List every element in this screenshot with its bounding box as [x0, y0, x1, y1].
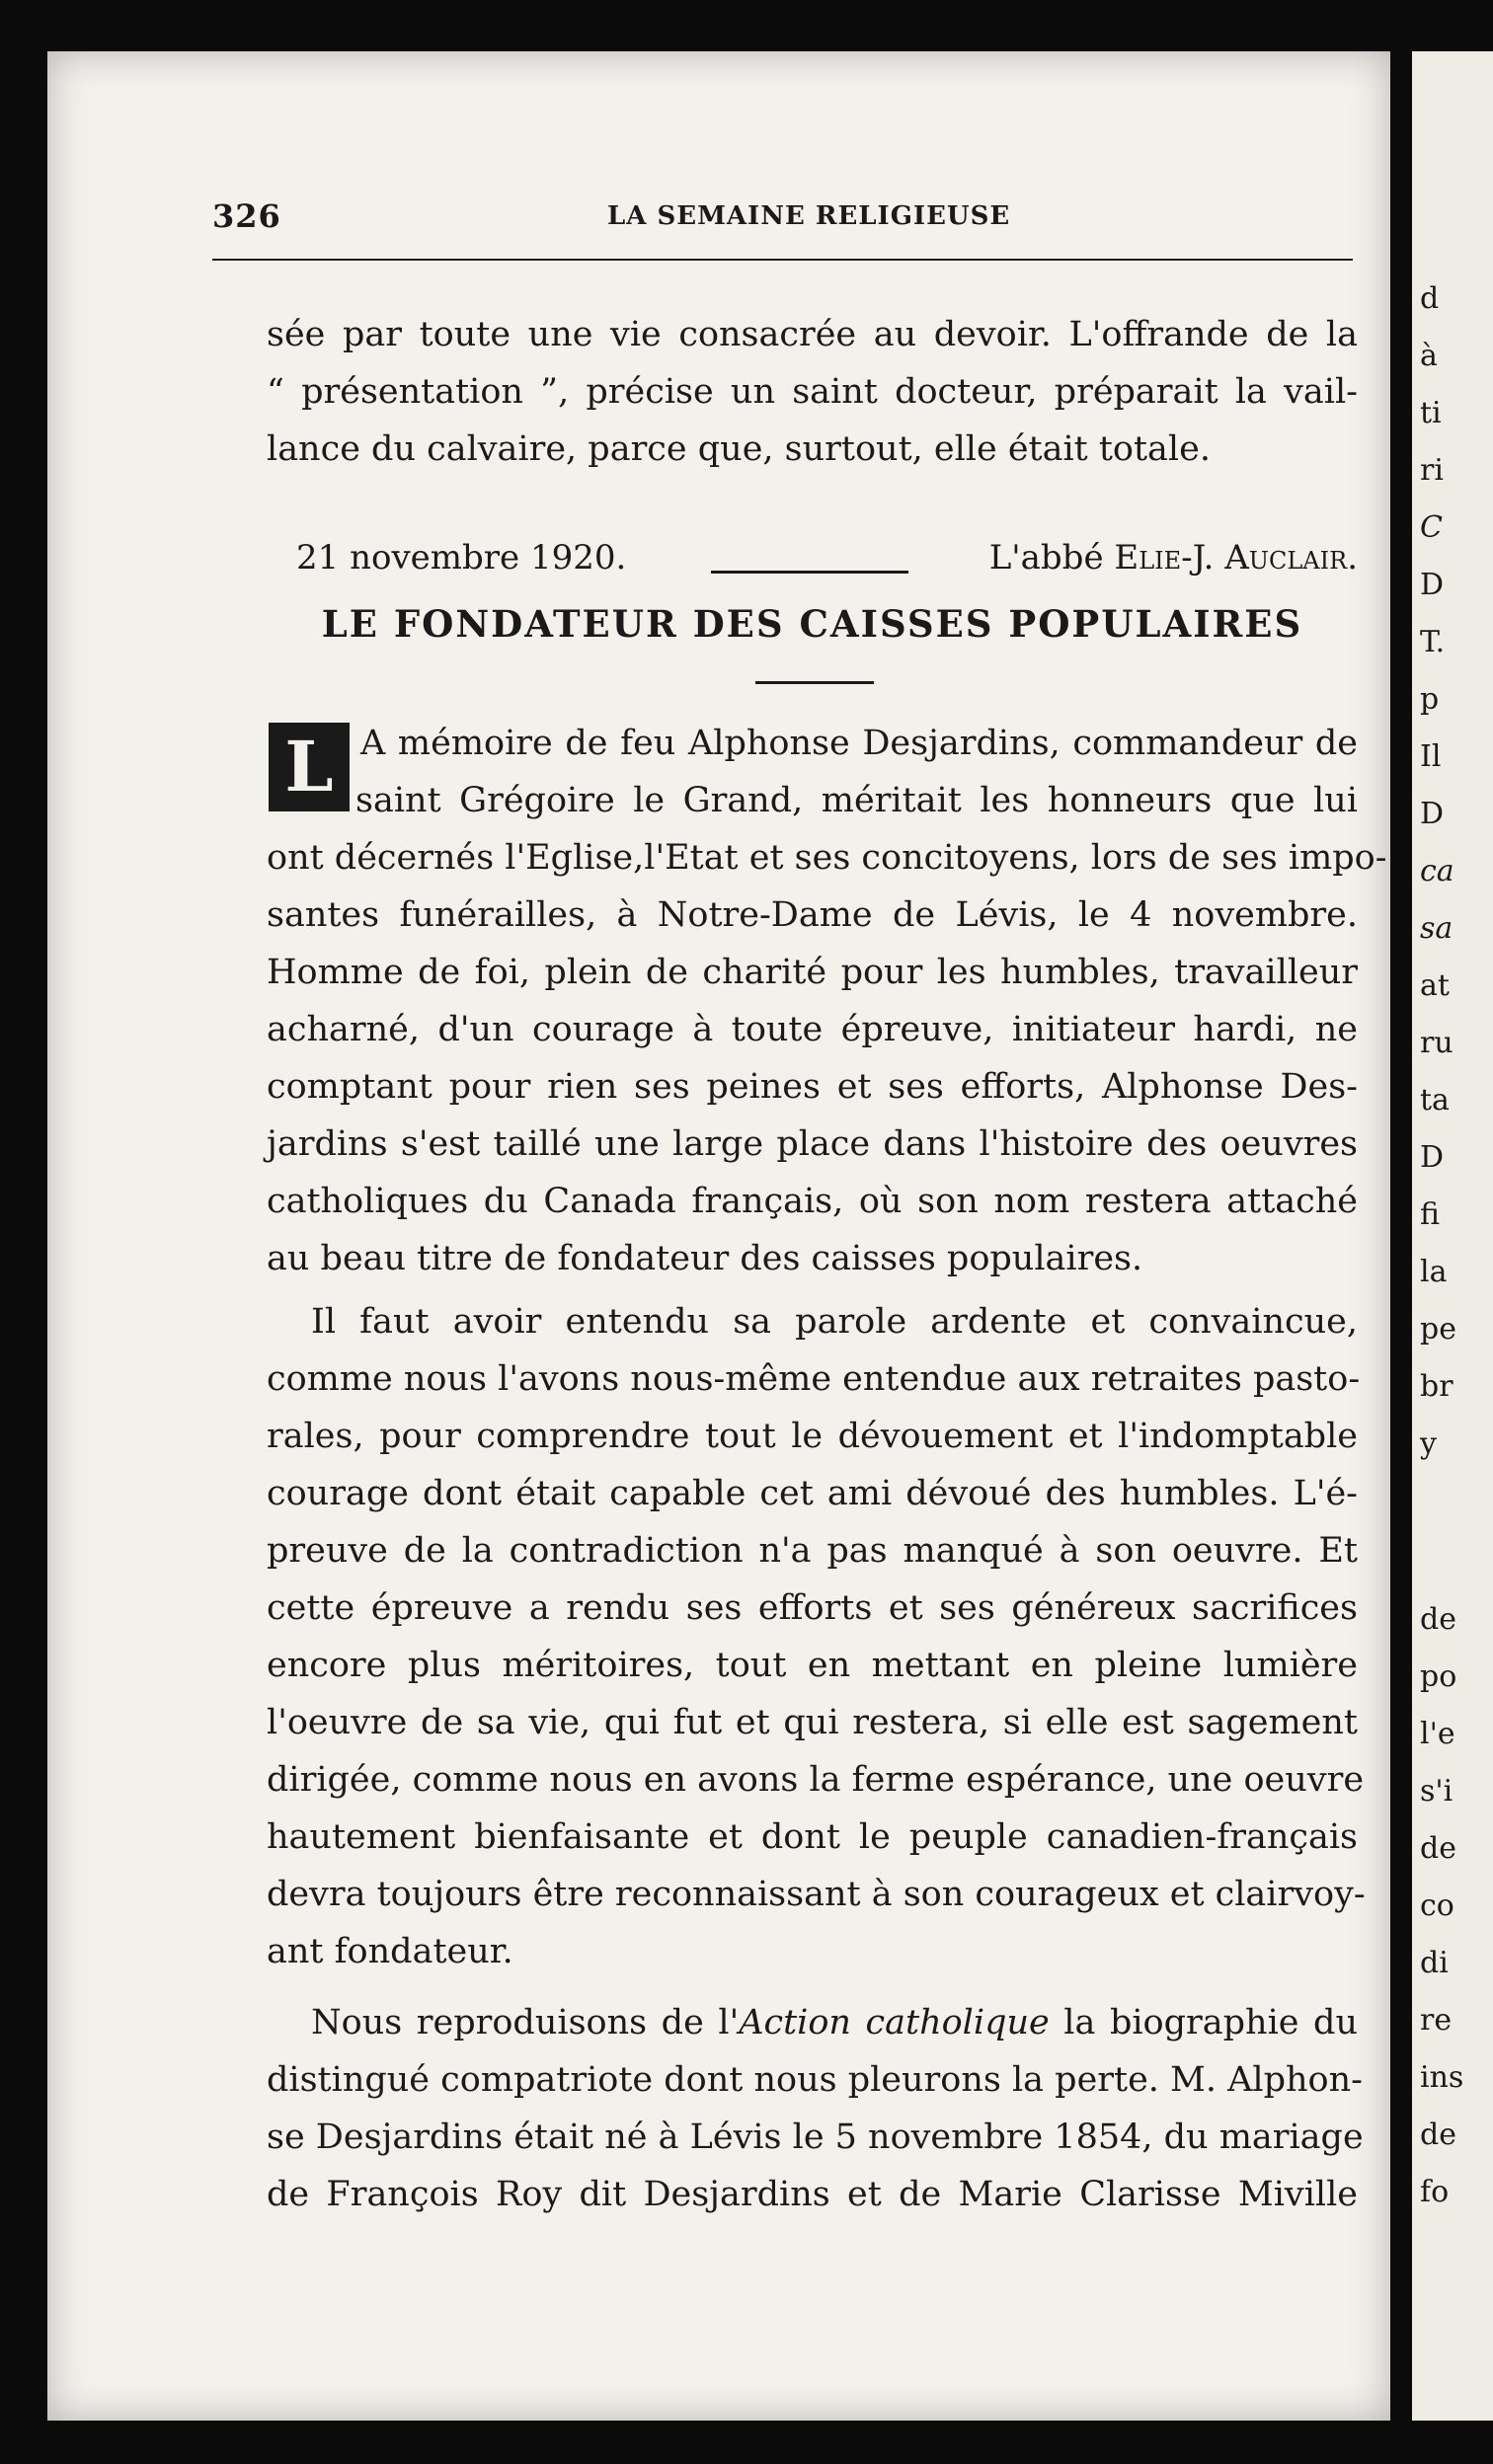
adjacent-page-fragment: de — [1420, 1831, 1456, 1866]
text-line: santes funérailles, à Notre-Dame de Lévis, le 4 novembre. — [267, 895, 1358, 935]
adjacent-page-fragment: C — [1420, 510, 1443, 545]
text-line: encore plus méritoires, tout en mettant en pleine lumière — [267, 1646, 1358, 1685]
adjacent-page-fragment: di — [1420, 1946, 1449, 1980]
text-run: la biographie du — [1049, 2003, 1358, 2042]
running-head — [212, 197, 1358, 237]
adjacent-page-fragment: de — [1420, 2118, 1456, 2152]
signature-author — [989, 538, 1358, 578]
text-line: saint Grégoire le Grand, méritait les honneurs que lui — [355, 781, 1358, 820]
adjacent-page-fragment: l'e — [1420, 1717, 1455, 1751]
text-line: A mémoire de feu Alphonse Desjardins, commandeur de — [360, 724, 1358, 763]
text-line: distingué compatriote dont nous pleurons la perte. M. Alphon- — [267, 2060, 1363, 2100]
adjacent-page-fragment: la — [1420, 1255, 1448, 1289]
text-line: comme nous l'avons nous-même entendue aux retraites pasto- — [267, 1359, 1361, 1399]
text-line: jardins s'est taillé une large place dans l'histoire des oeuvres — [267, 1124, 1358, 1164]
text-line: sée par toute une vie consacrée au devoir. L'offrande de la — [267, 315, 1358, 354]
adjacent-page-fragment: sa — [1420, 911, 1454, 946]
text-line: hautement bienfaisante et dont le peuple canadien-français — [267, 1817, 1358, 1857]
adjacent-page-fragment: fi — [1420, 1197, 1441, 1232]
adjacent-page-fragment: D — [1420, 1140, 1445, 1175]
adjacent-page-fragment: D — [1420, 568, 1445, 602]
text-line: cette épreuve a rendu ses efforts et ses généreux sacrifices — [267, 1588, 1358, 1628]
adjacent-page-fragment: re — [1420, 2003, 1453, 2038]
adjacent-page-fragment: at — [1420, 968, 1450, 1003]
text-line: catholiques du Canada français, où son nom restera attaché — [267, 1182, 1358, 1221]
text-line: de François Roy dit Desjardins et de Marie Clarisse Miville — [267, 2175, 1358, 2214]
text-line: au beau titre de fondateur des caisses populaires. — [267, 1239, 1143, 1278]
text-line: “ présentation ”, précise un saint docteur, préparait la vail- — [267, 372, 1358, 412]
adjacent-page-fragment: ti — [1420, 396, 1442, 430]
adjacent-page-fragment: po — [1420, 1659, 1457, 1694]
section-rule — [755, 681, 874, 684]
text-line: acharné, d'un courage à toute épreuve, initiateur hardi, ne — [267, 1010, 1358, 1049]
running-title: LA SEMAINE RELIGIEUSE — [607, 201, 1011, 231]
adjacent-page-edge — [1412, 51, 1493, 2421]
adjacent-page-fragment: ta — [1420, 1083, 1450, 1117]
adjacent-page-fragment: d — [1420, 281, 1440, 316]
text-line: se Desjardins était né à Lévis le 5 novembre 1854, du mariage — [267, 2118, 1364, 2157]
text-line: rales, pour comprendre tout le dévouement et l'indomptable — [267, 1417, 1358, 1456]
text-run: Nous reproduisons de l' — [311, 2003, 740, 2042]
italic-title: Action catholique — [739, 2003, 1050, 2042]
adjacent-page-fragment: D — [1420, 797, 1445, 831]
signature — [296, 538, 1358, 581]
adjacent-page-fragment: pe — [1420, 1312, 1456, 1347]
signature-date: 21 novembre 1920. — [296, 538, 627, 578]
text-line: l'oeuvre de sa vie, qui fut et qui restera, si elle est sagement — [267, 1703, 1358, 1742]
adjacent-page-fragment: Il — [1420, 739, 1442, 774]
adjacent-page-fragment: s'i — [1420, 1774, 1454, 1809]
article-heading: LE FONDATEUR DES CAISSES POPULAIRES — [321, 602, 1303, 646]
section-rule — [711, 571, 908, 574]
adjacent-page-fragment: br — [1420, 1369, 1454, 1404]
header-rule — [212, 259, 1353, 261]
adjacent-page-fragment: ins — [1420, 2060, 1464, 2095]
adjacent-page-fragment: de — [1420, 1602, 1456, 1637]
adjacent-page-fragment: ri — [1420, 453, 1444, 488]
adjacent-page-fragment: y — [1420, 1426, 1437, 1461]
text-line: devra toujours être reconnaissant à son courageux et clairvoy- — [267, 1875, 1366, 1914]
text-line: lance du calvaire, parce que, surtout, elle était totale. — [267, 429, 1211, 469]
drop-cap: L — [269, 723, 350, 811]
text-line: preuve de la contradiction n'a pas manqué à son oeuvre. Et — [267, 1531, 1358, 1571]
adjacent-page-fragment: à — [1420, 339, 1438, 373]
author-prefix: L'abbé — [988, 538, 1115, 578]
text-line: courage dont était capable cet ami dévoué des humbles. L'é- — [267, 1474, 1358, 1513]
text-line: Il faut avoir entendu sa parole ardente et convaincue, — [311, 1302, 1358, 1342]
adjacent-page-fragment: p — [1420, 682, 1440, 717]
adjacent-page-fragment: T. — [1420, 625, 1446, 659]
adjacent-page-fragment: fo — [1420, 2175, 1450, 2209]
text-line: dirigée, comme nous en avons la ferme espérance, une oeuvre — [267, 1760, 1365, 1800]
page-number: 326 — [212, 197, 281, 235]
text-line: ant fondateur. — [267, 1932, 513, 1971]
text-line: Homme de foi, plein de charité pour les humbles, travailleur — [267, 953, 1358, 992]
author-name: Elie-J. Auclair. — [1114, 538, 1358, 578]
text-line — [311, 2002, 1358, 2043]
adjacent-page-fragment: co — [1420, 1888, 1454, 1923]
text-line: comptant pour rien ses peines et ses efforts, Alphonse Des- — [267, 1067, 1358, 1107]
adjacent-page-fragment: ru — [1420, 1026, 1454, 1060]
adjacent-page-fragment: ca — [1420, 854, 1454, 888]
text-line: ont décernés l'Eglise,l'Etat et ses concitoyens, lors de ses impo- — [267, 838, 1387, 878]
